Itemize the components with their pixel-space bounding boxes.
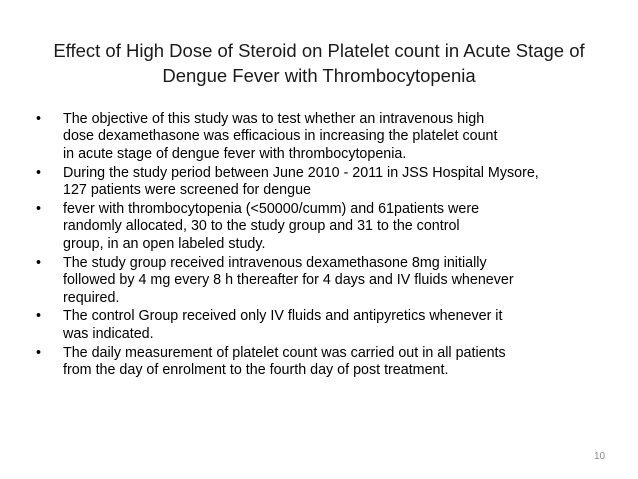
- bullet-text-line: dose dexamethasone was efficacious in increasing the platelet count: [63, 128, 498, 145]
- bullet-item: [36, 165, 616, 200]
- bullet-text-line: group, in an open labeled study.: [63, 235, 266, 252]
- page-number: 10: [594, 451, 606, 462]
- bullet-item: [36, 201, 616, 253]
- bullet-text-line: followed by 4 mg every 8 h thereafter for 4 days and IV fluids whenever: [63, 272, 514, 289]
- bullet-item: [36, 255, 616, 307]
- bullet-icon: •: [36, 164, 42, 181]
- bullet-icon: •: [36, 111, 42, 127]
- bullet-icon: •: [36, 254, 42, 271]
- slide-title-line: Effect of High Dose of Steroid on Platelet count in Acute Stage of: [53, 40, 585, 61]
- bullet-text-line: The daily measurement of platelet count was carried out in all patients: [63, 344, 506, 361]
- bullet-text-line: During the study period between June 2010 - 2011 in JSS Hospital Mysore,: [63, 164, 539, 181]
- bullet-icon: •: [36, 344, 42, 361]
- bullet-text-line: in acute stage of dengue fever with thrombocytopenia.: [63, 145, 407, 162]
- bullet-text-line: The objective of this study was to test whether an intravenous high: [63, 111, 485, 127]
- bullet-icon: •: [36, 201, 42, 218]
- bullet-text-line: was indicated.: [63, 325, 154, 342]
- bullet-text-line: randomly allocated, 30 to the study group and 31 to the control: [63, 218, 460, 235]
- slide-title: [28, 38, 610, 88]
- bullet-item: [36, 345, 616, 380]
- slide-title-line: Dengue Fever with Thrombocytopenia: [162, 65, 476, 86]
- bullet-text-line: 127 patients were screened for dengue: [63, 182, 311, 199]
- bullet-text-line: The study group received intravenous dexamethasone 8mg initially: [63, 254, 487, 271]
- bullet-text-line: The control Group received only IV fluids and antipyretics whenever it: [63, 308, 503, 325]
- bullet-text-line: fever with thrombocytopenia (<50000/cumm) and 61patients were: [63, 201, 480, 218]
- bullet-item: [36, 308, 616, 343]
- bullet-icon: •: [36, 308, 42, 325]
- bullet-text-line: required.: [63, 289, 120, 306]
- bullet-list: [36, 111, 616, 381]
- bullet-text-line: from the day of enrolment to the fourth day of post treatment.: [63, 362, 449, 379]
- bullet-item: [36, 111, 616, 163]
